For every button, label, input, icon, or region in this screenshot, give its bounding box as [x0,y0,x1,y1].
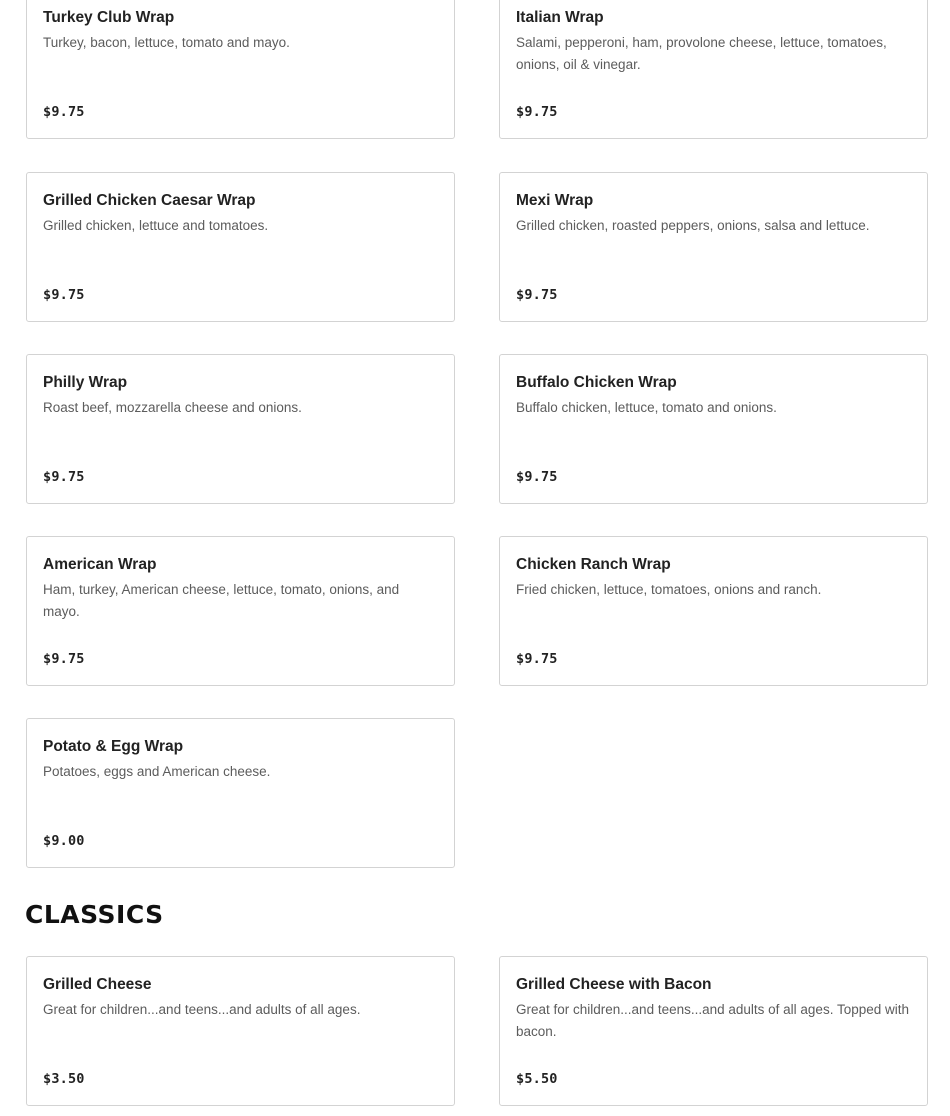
menu-item-name: Chicken Ranch Wrap [516,556,671,573]
menu-item-description: Buffalo chicken, lettuce, tomato and onions. [516,400,777,415]
menu-item-description: Turkey, bacon, lettuce, tomato and mayo. [43,35,290,50]
menu-item-price: $9.75 [43,469,85,485]
menu-item-description: Great for children...and teens...and adults of all ages. [43,1002,361,1017]
menu-item-description: Grilled chicken, lettuce and tomatoes. [43,218,269,233]
menu-item-name: Mexi Wrap [516,192,594,209]
menu-item-card[interactable] [26,718,455,868]
menu-item-description: Grilled chicken, roasted peppers, onions, salsa and lettuce. [516,218,870,233]
menu-item-price: $9.75 [43,651,85,667]
menu-item-card[interactable] [26,172,455,322]
menu-item-price: $9.75 [516,104,558,120]
menu-item-card[interactable] [26,536,455,686]
menu-item-name: Potato & Egg Wrap [43,738,184,755]
menu-item-price: $3.50 [43,1071,85,1087]
menu-item-price: $9.75 [43,104,85,120]
menu-item-price: $9.00 [43,833,85,849]
menu-item-description: Potatoes, eggs and American cheese. [43,764,271,779]
menu-item-name: American Wrap [43,556,157,573]
menu-item-price: $9.75 [516,287,558,303]
menu-item-price: $5.50 [516,1071,558,1087]
menu-item-card[interactable] [499,536,928,686]
menu-item-description: Salami, pepperoni, ham, provolone cheese, lettuce, tomatoes, onions, oil & vinegar. [516,35,887,72]
menu-item-description: Roast beef, mozzarella cheese and onions. [43,400,302,415]
menu-item-name: Grilled Cheese with Bacon [516,976,712,993]
menu-item-card[interactable] [499,172,928,322]
menu-item-description: Great for children...and teens...and adults of all ages. Topped with bacon. [516,1002,909,1039]
menu-item-description: Fried chicken, lettuce, tomatoes, onions and ranch. [516,582,822,597]
section-title-classics: CLASSICS [25,900,164,929]
menu-item-card[interactable] [26,0,455,139]
menu-item-description: Ham, turkey, American cheese, lettuce, tomato, onions, and mayo. [43,582,400,619]
menu-item-card[interactable] [499,0,928,139]
menu-item-name: Philly Wrap [43,374,128,391]
menu-item-price: $9.75 [43,287,85,303]
menu-item-card[interactable] [26,354,455,504]
menu-item-name: Grilled Cheese [43,976,152,993]
menu-item-name: Italian Wrap [516,9,604,26]
menu-item-name: Buffalo Chicken Wrap [516,374,677,391]
menu-item-price: $9.75 [516,469,558,485]
menu-item-card[interactable] [499,354,928,504]
menu-item-card[interactable] [26,956,455,1106]
menu-item-price: $9.75 [516,651,558,667]
menu-item-name: Grilled Chicken Caesar Wrap [43,192,256,209]
menu-item-card[interactable] [499,956,928,1106]
menu-item-name: Turkey Club Wrap [43,9,175,26]
